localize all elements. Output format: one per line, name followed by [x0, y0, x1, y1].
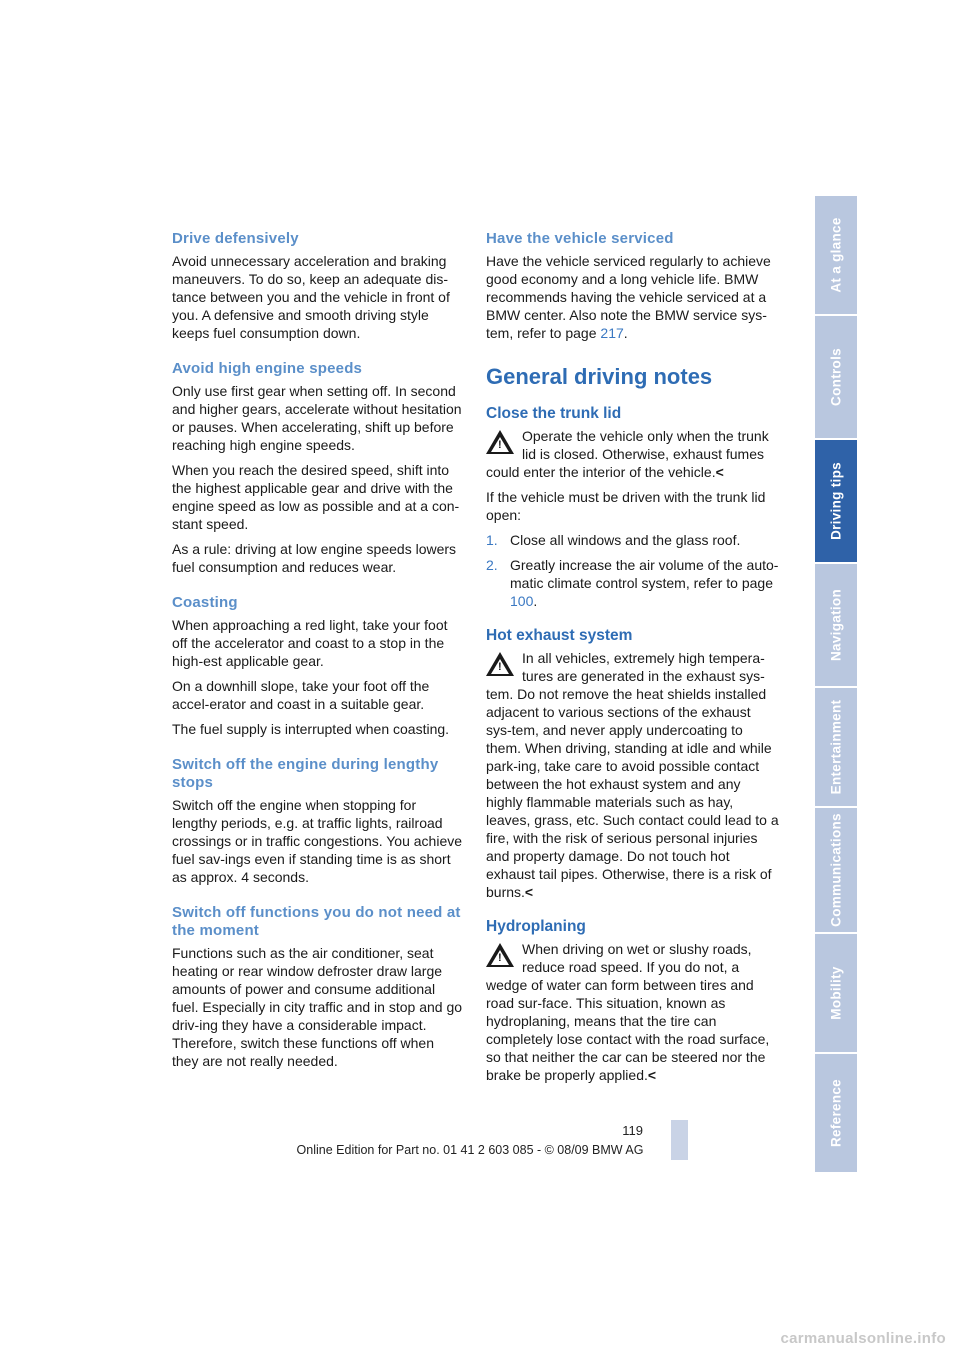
paragraph: If the vehicle must be driven with the trunk lid open:	[486, 489, 766, 523]
tab-label: Driving tips	[828, 462, 844, 540]
paragraph: When approaching a red light, take your foot off the accelerator and coast to a stop in the high-est applicable gear.	[172, 617, 448, 669]
end-mark: <	[524, 884, 534, 900]
warning-triangle-icon: !	[486, 943, 514, 969]
heading-hydroplaning: Hydroplaning	[486, 918, 586, 935]
tab-label: Mobility	[828, 966, 844, 1020]
paragraph: Switch off the engine when stopping for lengthy periods, e.g. at traffic lights, railroad crossings or in traffic congestions. You achieve fuel sav-ings even if standing time is as short as approx. 4 seconds.	[172, 797, 463, 885]
tab-at-a-glance[interactable]	[815, 196, 857, 316]
warning-text: In all vehicles, extremely high tempera-tures are generated in the exhaust sys-tem. Do not remove the heat shields installed adjacent to various sections of the exhaust sys-tem, and never apply undercoating to them. When driving, standing at idle and while park-ing, take care to avoid possible contact between the hot exhaust system and any highly flammable materials such as hay, leaves, grass, etc. Such contact could lead to a fire, with the risk of serious personal injuries and property damage. Do not touch hot exhaust tail pipes. Otherwise, there is a risk of burns.	[486, 650, 779, 900]
step-number: 2.	[486, 557, 498, 573]
end-mark: <	[715, 464, 724, 480]
tab-reference[interactable]	[815, 1054, 857, 1174]
heading-avoid-high-engine-speeds: Avoid high engine speeds	[172, 360, 363, 377]
step-tail: .	[533, 593, 538, 609]
list-item	[486, 531, 780, 549]
heading-switch-off-engine: Switch off the engine during lengthy stops	[172, 756, 439, 791]
paragraph: On a downhill slope, take your foot off the accel-erator and coast in a suitable gear.	[172, 678, 430, 712]
heading-switch-off-functions: Switch off functions you do not need at the moment	[172, 904, 461, 939]
warning-trunk	[486, 427, 780, 481]
heading-drive-defensively: Drive defensively	[172, 230, 299, 247]
paragraph	[486, 252, 780, 342]
step-text: Greatly increase the air volume of the auto-matic climate control system, refer to page	[510, 557, 779, 591]
warning-triangle-icon: !	[486, 652, 514, 678]
paragraph-text: Have the vehicle serviced regularly to achieve good economy and a long vehicle life. BMW recommends having the vehicle serviced at a BMW center. Also note the BMW service sys-tem, refer to page	[486, 253, 771, 341]
tab-mobility[interactable]	[815, 934, 857, 1054]
page-number: 119	[622, 1123, 643, 1138]
page-link-100[interactable]: 100	[510, 593, 534, 609]
tab-label: At a glance	[828, 217, 844, 293]
paragraph-tail: .	[623, 325, 628, 341]
page-marker-bar	[671, 1120, 688, 1160]
footer-edition: Online Edition for Part no. 01 41 2 603 085 - © 08/09 BMW AG	[296, 1143, 644, 1157]
warning-triangle-icon: !	[486, 430, 514, 456]
tab-label: Controls	[828, 348, 844, 406]
watermark: carmanualsonline.info	[780, 1330, 946, 1347]
step-text: Close all windows and the glass roof.	[510, 532, 741, 548]
tab-driving-tips[interactable]	[815, 440, 857, 564]
chapter-tabs	[815, 196, 857, 1174]
page-link-217[interactable]: 217	[600, 325, 624, 341]
step-number: 1.	[486, 532, 498, 548]
paragraph: Only use first gear when setting off. In second and higher gears, accelerate without hesitation or pauses. When accelerating, shift up before reaching high engine speeds.	[172, 383, 462, 453]
tab-label: Reference	[828, 1079, 844, 1147]
end-mark: <	[647, 1067, 657, 1083]
tab-label: Navigation	[828, 588, 844, 662]
left-column	[172, 230, 464, 1077]
warning-exhaust	[486, 649, 780, 901]
heading-close-trunk-lid: Close the trunk lid	[486, 405, 622, 422]
tab-entertainment[interactable]	[815, 688, 857, 808]
tab-label: Communications	[828, 813, 844, 927]
list-item	[486, 556, 780, 610]
tab-navigation[interactable]	[815, 564, 857, 688]
paragraph: The fuel supply is interrupted when coasting.	[172, 721, 450, 737]
tab-controls[interactable]	[815, 316, 857, 440]
paragraph: As a rule: driving at low engine speeds lowers fuel consumption and reduces wear.	[172, 541, 457, 575]
paragraph: Functions such as the air conditioner, seat heating or rear window defroster draw large amounts of power and consume additional fuel. Especially in city traffic and in stop and go driv-ing they have a considerable impact. Therefore, switch these functions off when they are not really needed.	[172, 945, 463, 1069]
section-title-general-driving-notes: General driving notes	[486, 364, 713, 389]
tab-communications[interactable]	[815, 808, 857, 934]
steps-list	[486, 531, 780, 610]
heading-have-vehicle-serviced: Have the vehicle serviced	[486, 230, 674, 247]
right-column	[486, 230, 780, 1091]
paragraph: Avoid unnecessary acceleration and braking maneuvers. To do so, keep an adequate dis-tance between you and the vehicle in front of you. A defensive and smooth driving style keeps fuel consumption down.	[172, 253, 450, 341]
heading-coasting: Coasting	[172, 594, 238, 611]
warning-text: When driving on wet or slushy roads, reduce road speed. If you do not, a wedge of water can form between tires and road sur-face. This situation, known as hydroplaning, means that the tire can completely lose contact with the road surface, so that neither the car can be steered nor the brake be properly applied.	[486, 941, 770, 1083]
tab-label: Entertainment	[828, 699, 844, 795]
warning-text: Operate the vehicle only when the trunk lid is closed. Otherwise, exhaust fumes could enter the interior of the vehicle.	[486, 428, 769, 480]
warning-hydroplaning	[486, 940, 780, 1084]
heading-hot-exhaust-system: Hot exhaust system	[486, 627, 633, 644]
paragraph: When you reach the desired speed, shift into the highest applicable gear and drive with the engine speed as low as possible and at a con-stant speed.	[172, 462, 460, 532]
